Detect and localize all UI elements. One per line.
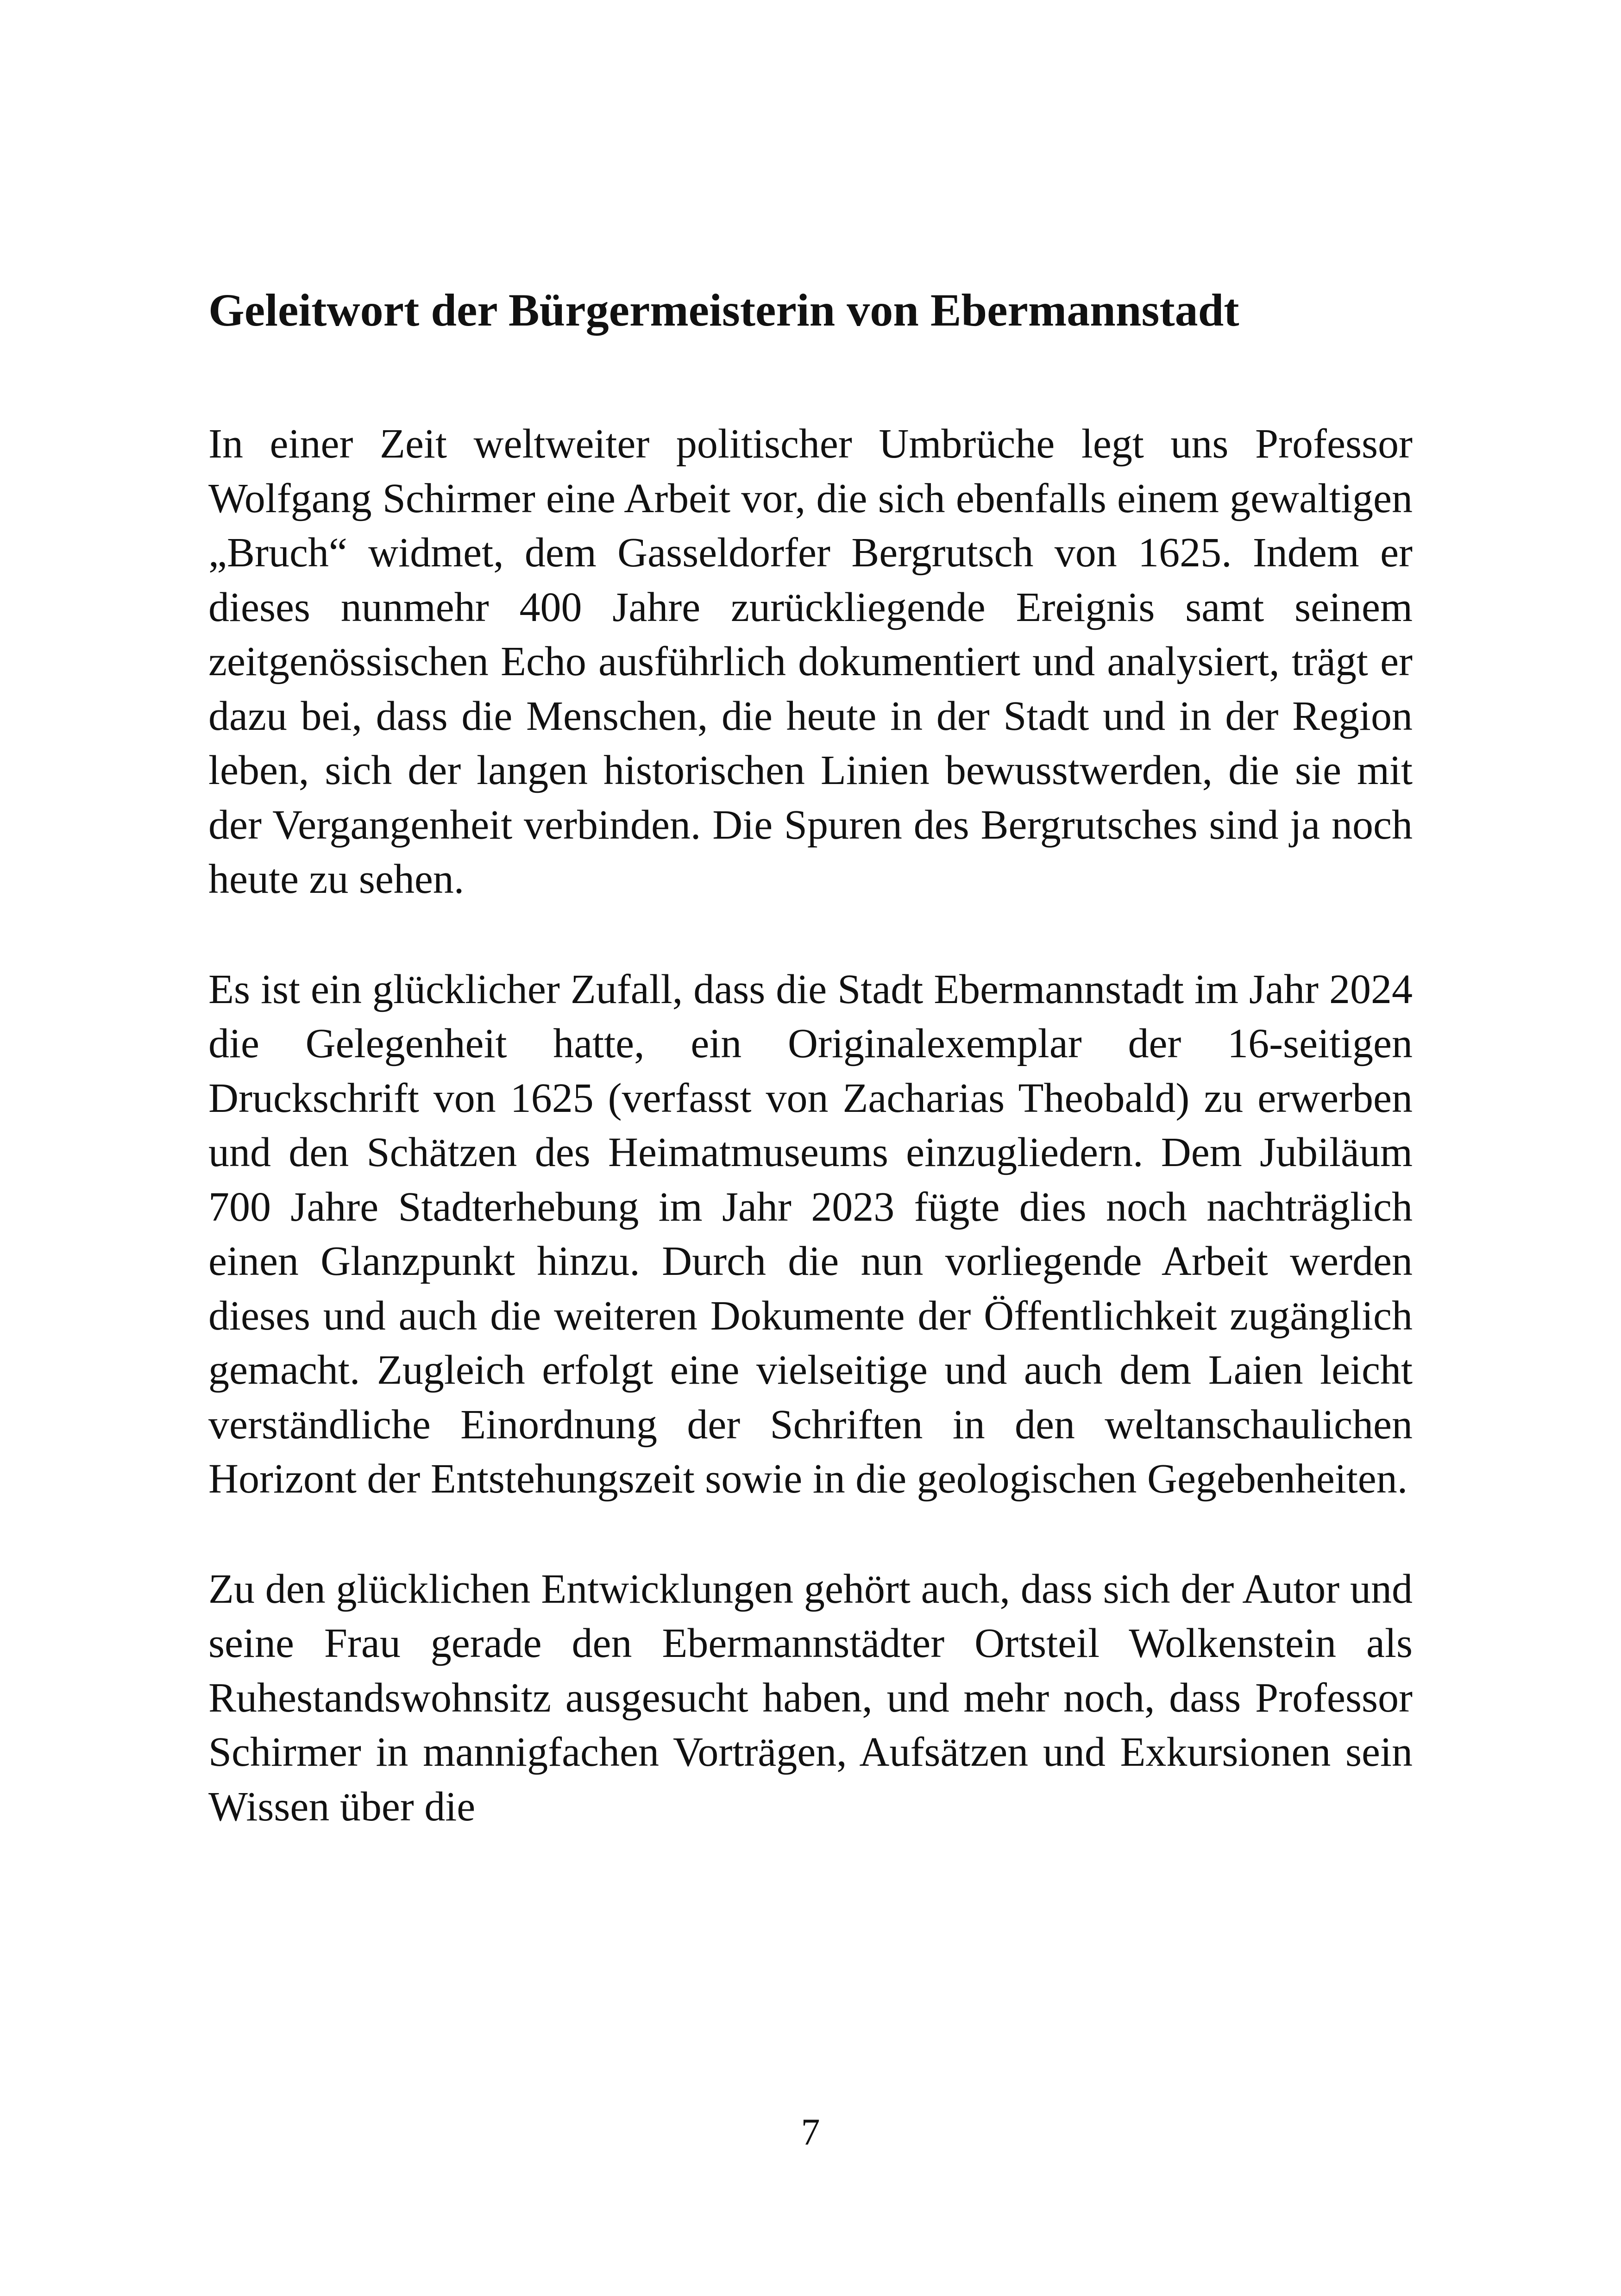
paragraph-3: Zu den glücklichen Entwicklungen gehört auch, dass sich der Autor und seine Frau gerade den Ebermannstädter Ortsteil Wolkenstein als Ruhestandswohnsitz ausgesucht haben, und mehr noch, dass Professor Schirmer in mannigfachen Vorträgen, Aufsätzen und Exkursionen sein Wissen über die	[208, 1566, 1413, 1830]
page-body	[208, 282, 1413, 1834]
paragraph-1: In einer Zeit weltweiter politischer Umbrüche legt uns Professor Wolfgang Schirmer eine Arbeit vor, die sich ebenfalls einem gewaltigen „Bruch“ widmet, dem Gasseldorfer Bergrutsch von 1625. Indem er dieses nunmehr 400 Jahre zurückliegende Ereignis samt seinem zeitgenössischen Echo ausführlich dokumentiert und analysiert, trägt er dazu bei, dass die Menschen, die heute in der Stadt und in der Region leben, sich der langen historischen Linien bewusstwerden, die sie mit der Vergangenheit verbinden. Die Spuren des Bergrutsches sind ja noch heute zu sehen.	[208, 421, 1413, 902]
page-title: Geleitwort der Bürgermeisterin von Ebermannstadt	[208, 284, 1239, 336]
paragraph-2: Es ist ein glücklicher Zufall, dass die Stadt Ebermannstadt im Jahr 2024 die Gelegenheit hatte, ein Originalexemplar der 16-seitigen Druckschrift von 1625 (verfasst von Zacharias Theobald) zu erwerben und den Schätzen des Heimatmuseums einzugliedern. Dem Jubiläum 700 Jahre Stadterhebung im Jahr 2023 fügte dies noch nachträglich einen Glanzpunkt hinzu. Durch die nun vorliegende Arbeit werden dieses und auch die weiteren Dokumente der Öffentlichkeit zugänglich gemacht. Zugleich erfolgt eine vielseitige und auch dem Laien leicht verständliche Einordnung der Schriften in den weltanschaulichen Horizont der Entstehungszeit sowie in die geologischen Gegebenheiten.	[208, 966, 1413, 1502]
page-number: 7	[801, 2111, 820, 2153]
